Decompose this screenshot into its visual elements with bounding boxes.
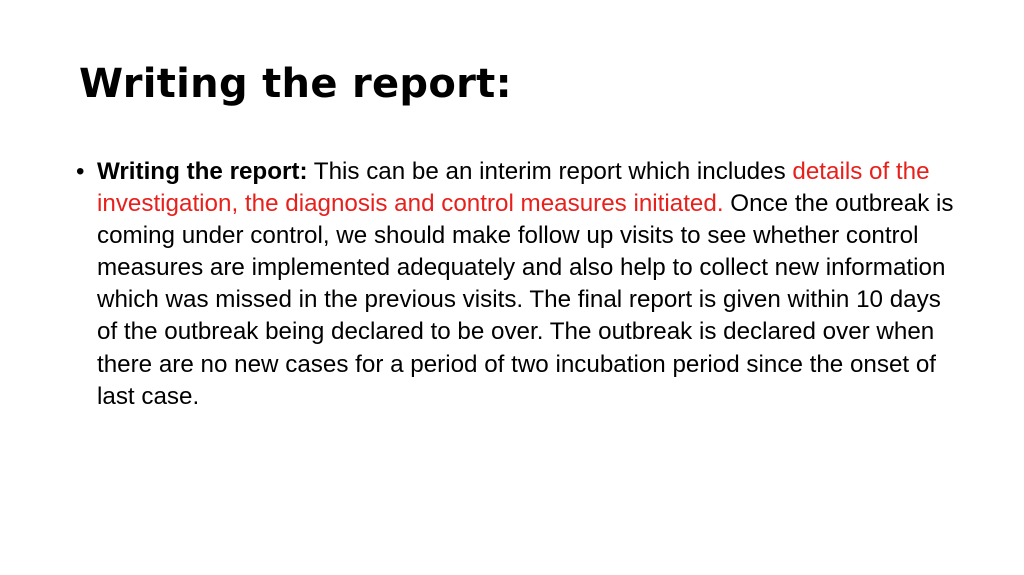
bullet-text-part-2: Once the outbreak is coming under control, we should make follow up visits to see whether control measures are implemented adequately and also help to collect new information which was missed in the previous visits. The final report is given within 10 days of the outbreak being declared to be over. The outbreak is declared over when there are no new cases for a period of two incubation period since the onset of last case. — [97, 190, 954, 410]
bullet-marker: • — [76, 158, 85, 185]
bullet-highlighted-text: details of the investigation, the diagnosis and control measures initiated. — [97, 158, 930, 218]
bullet-text-part-1: This can be an interim report which includes — [307, 158, 793, 185]
bullet-item — [76, 156, 956, 413]
slide-title: Writing the report: — [79, 61, 512, 107]
bullet-list — [76, 156, 956, 413]
bullet-lead: Writing the report: — [97, 158, 308, 185]
